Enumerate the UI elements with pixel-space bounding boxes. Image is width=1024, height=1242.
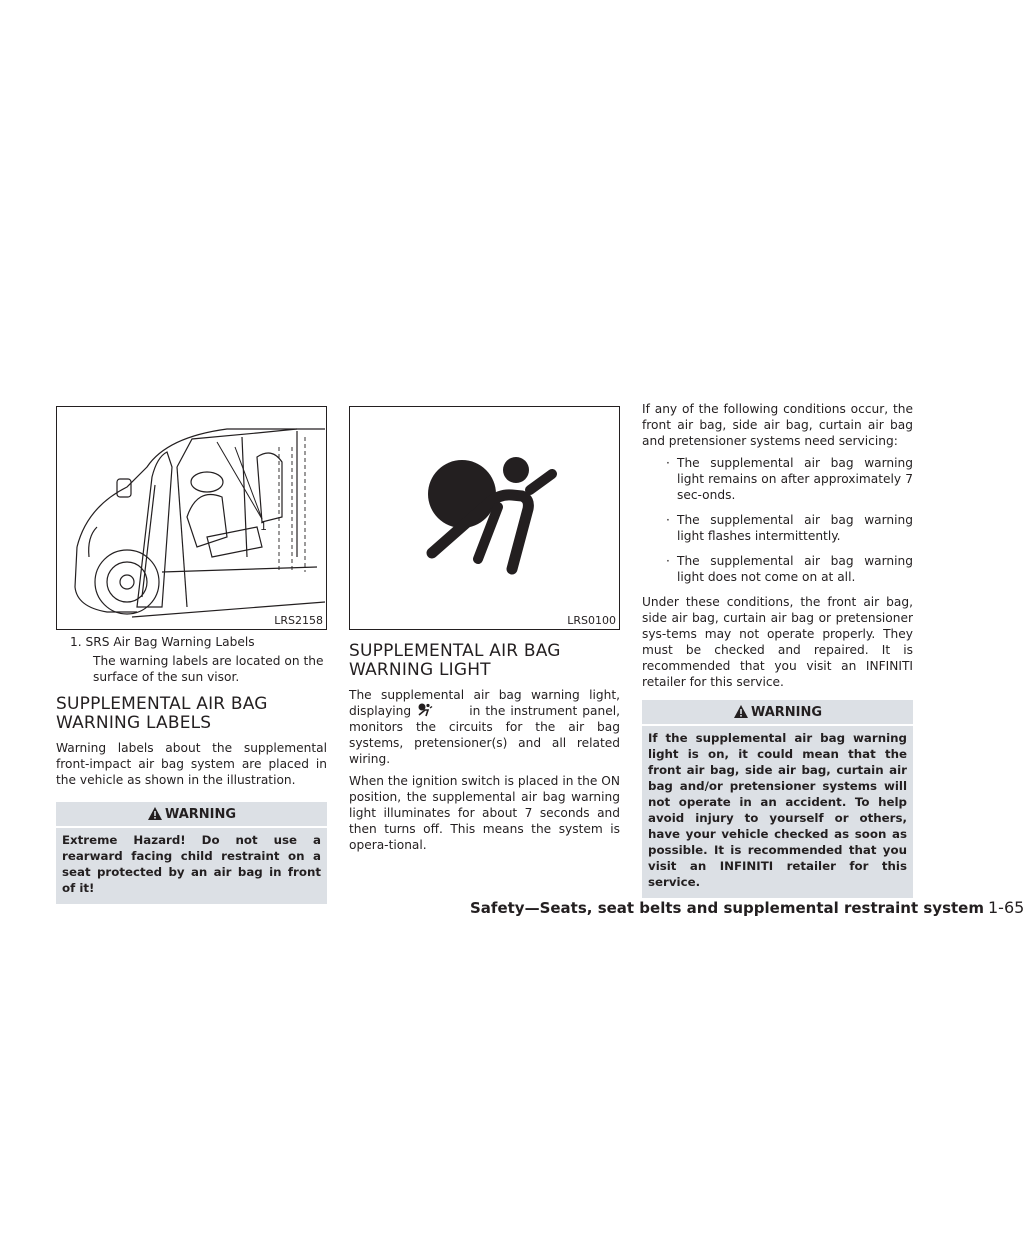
conditions-list — [642, 455, 913, 585]
caption-title: SRS Air Bag Warning Labels — [85, 635, 255, 649]
figure-caption — [70, 634, 327, 650]
page-number: 1-65 — [987, 898, 1024, 917]
page-footer — [470, 898, 1024, 917]
column-left — [56, 406, 327, 904]
warning-text: If the supplemental air bag warning light is on, it could mean that the front air bag, side air bag, curtain air bag and/or pretensioner systems will not operate in an accident. To help avoid injury to yourself or others, have your vehicle checked as soon as possible. It is recommended that you visit an INFINITI retailer for this service. — [642, 724, 913, 898]
list-item: · The supplemental air bag warning light flashes intermittently. — [642, 512, 913, 544]
vehicle-illustration — [56, 406, 327, 630]
warning-triangle-icon — [733, 704, 749, 720]
list-item: · The supplemental air bag warning light does not come on at all. — [642, 553, 913, 585]
figure-code: LRS2158 — [274, 614, 323, 627]
conditions-intro: If any of the following conditions occur, the front air bag, side air bag, curtain air bag and pretensioner systems need servicing: — [642, 402, 913, 448]
column-middle — [349, 406, 620, 859]
warning-header — [642, 700, 913, 724]
light-paragraph-1: The supplemental air bag warning light, displaying in the instrument panel, monitors the circuits for the air bag systems, pretensioner(s) and all related wiring. — [349, 688, 620, 766]
warning-header — [56, 802, 327, 826]
column-right — [642, 402, 913, 898]
list-item: · The supplemental air bag warning light remains on after approximately 7 sec-onds. — [642, 455, 913, 503]
warning-box — [642, 700, 913, 898]
warning-title: WARNING — [164, 806, 237, 822]
caption-number: 1. — [70, 635, 82, 649]
callout-number: 1 — [260, 520, 267, 533]
airbag-warning-light-icon — [350, 407, 619, 629]
airbag-inline-icon — [416, 703, 434, 717]
light-paragraph-2: When the ignition switch is placed in the ON position, the supplemental air bag warning light illuminates for about 7 seconds and then turns off. This means the system is opera-tional. — [349, 774, 620, 852]
vehicle-door-open-icon — [57, 407, 326, 629]
section-heading-labels: SUPPLEMENTAL AIR BAG WARNING LABELS — [56, 694, 268, 733]
warning-triangle-icon — [147, 806, 163, 822]
section-title: Safety—Seats, seat belts and supplemental restraint system — [470, 899, 984, 917]
caption-description: The warning labels are located on the surface of the sun visor. — [93, 654, 324, 684]
labels-paragraph: Warning labels about the supplemental front-impact air bag system are placed in the vehicle as shown in the illustration. — [56, 741, 327, 787]
warning-text: Extreme Hazard! Do not use a rearward facing child restraint on a seat protected by an air bag in front of it! — [56, 826, 327, 904]
conditions-paragraph: Under these conditions, the front air bag, side air bag, curtain air bag or pretensioner sys-tems may not operate properly. They must be checked and repaired. It is recommended that you visit an INFINITI retailer for this service. — [642, 595, 913, 689]
warning-box — [56, 802, 327, 904]
figure-code: LRS0100 — [567, 614, 616, 627]
warning-title: WARNING — [750, 704, 823, 720]
airbag-light-illustration — [349, 406, 620, 630]
section-heading-light: SUPPLEMENTAL AIR BAG WARNING LIGHT — [349, 641, 561, 680]
